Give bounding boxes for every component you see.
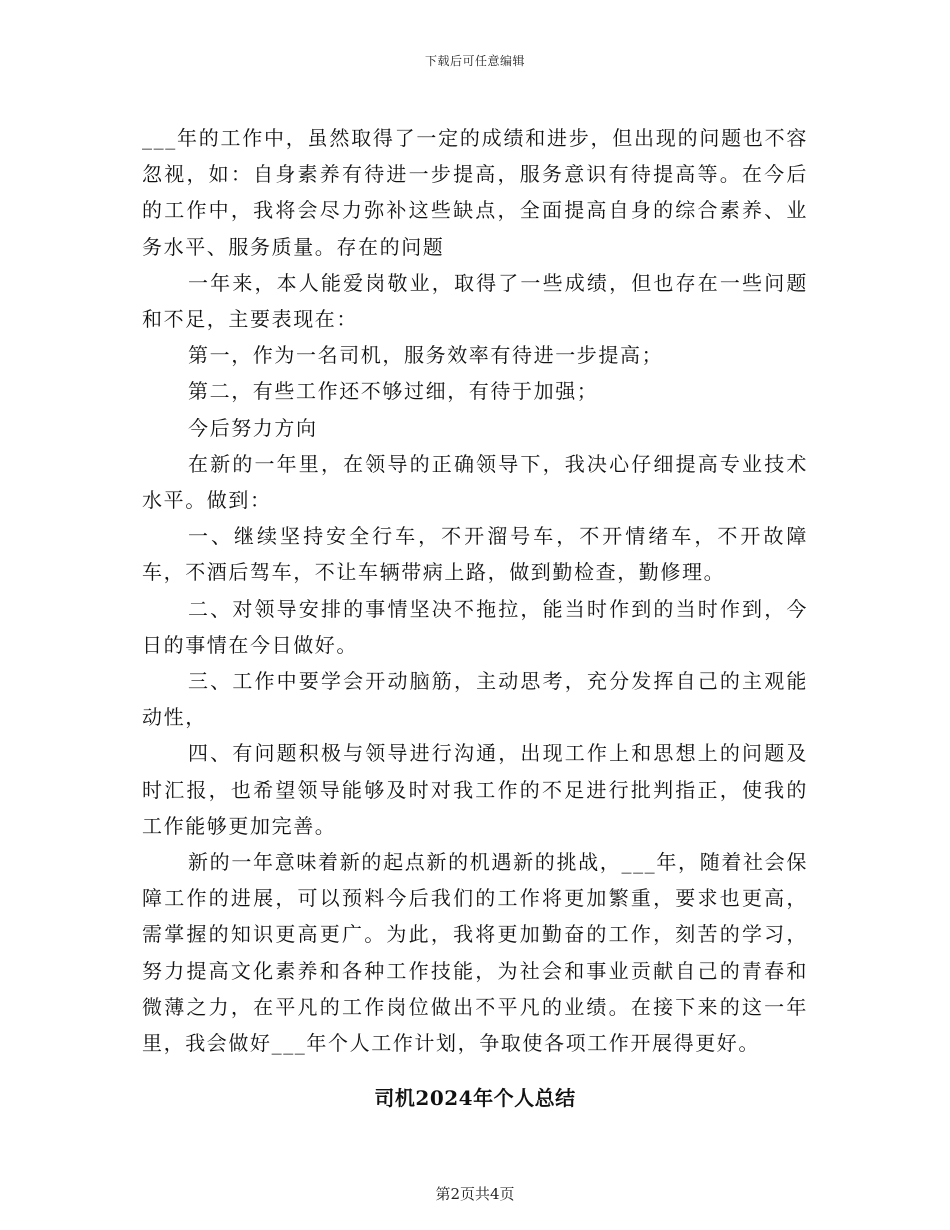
paragraph-item-one: 一、继续坚持安全行车，不开溜号车，不开情绪车，不开故障车，不酒后驾车，不让车辆带病上路，做到勤检查，勤修理。 xyxy=(142,524,808,585)
page-header-note: 下载后可任意编辑 xyxy=(424,54,525,68)
paragraph-direction-heading: 今后努力方向 xyxy=(188,415,318,440)
paragraph-point-second: 第二，有些工作还不够过细，有待于加强； xyxy=(188,379,599,404)
paragraph-closing: 新的一年意味着新的起点新的机遇新的挑战，___年，随着社会保障工作的进展，可以预料今后我们的工作将更加繁重，要求也更高，需掌握的知识更高更广。为此，我将更加勤奋的工作，刻苦的学习，努力提高文化素养和各种工作技能，为社会和事业贡献自己的青春和微薄之力，在平凡的工作岗位做出不平凡的业绩。在接下来的这一年里，我会做好___年个人工作计划，争取使各项工作开展得更好。 xyxy=(142,850,808,1056)
paragraph-problems: 一年来，本人能爱岗敬业，取得了一些成绩，但也存在一些问题和不足，主要表现在： xyxy=(142,270,808,332)
paragraph-item-two: 二、对领导安排的事情坚决不拖拉，能当时作到的当时作到，今日的事情在今日做好。 xyxy=(142,596,808,657)
section-title: 司机2024年个人总结 xyxy=(374,1086,576,1110)
paragraph-item-four: 四、有问题积极与领导进行沟通，出现工作上和思想上的问题及时汇报，也希望领导能够及时对我工作的不足进行批判指正，使我的工作能够更加完善。 xyxy=(142,741,808,838)
paragraph-intro: ___年的工作中，虽然取得了一定的成绩和进步，但出现的问题也不容忽视，如：自身素养有待进一步提高，服务意识有待提高等。在今后的工作中，我将会尽力弥补这些缺点，全面提高自身的综合素养、业务水平、服务质量。存在的问题 xyxy=(142,126,808,259)
paragraph-new-year: 在新的一年里，在领导的正确领导下，我决心仔细提高专业技术水平。做到： xyxy=(142,451,808,513)
paragraph-point-first: 第一，作为一名司机，服务效率有待进一步提高； xyxy=(188,343,664,368)
page-footer-indicator: 第2页共4页 xyxy=(435,1185,515,1203)
document-body xyxy=(142,120,808,1061)
paragraph-item-three: 三、工作中要学会开动脑筋，主动思考，充分发挥自己的主观能动性， xyxy=(142,669,808,730)
